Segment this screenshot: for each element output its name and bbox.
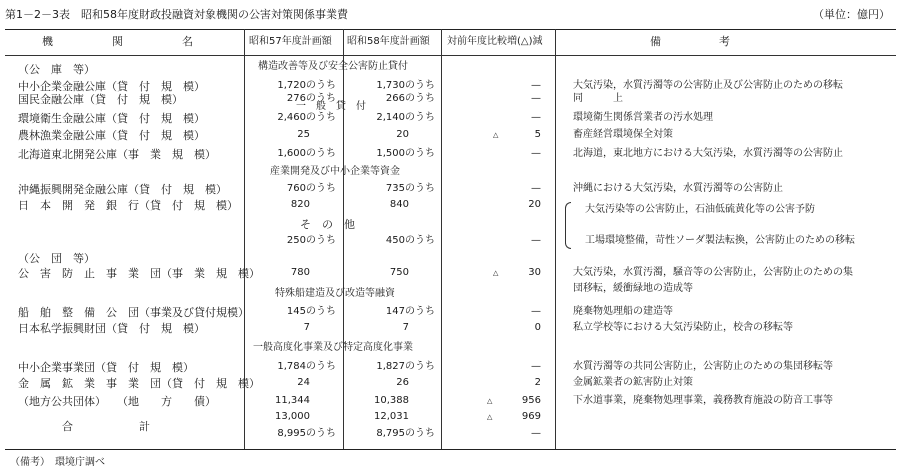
row-name: 北海道東北開発公庫（事 業 規 模）: [18, 148, 216, 161]
top-rule: [5, 29, 896, 30]
header-diff: 対前年度比較増(△)減: [447, 36, 543, 47]
total-s57-of: 8,995のうち: [277, 428, 336, 439]
row-note: 大気汚染，水質汚濁等の公害防止及び公害防止のための移転: [573, 80, 843, 91]
row-s58: 840: [389, 199, 409, 210]
row-name: 日 本 開 発 銀 行（貸 付 規 模）: [18, 199, 238, 212]
col-divider-2: [343, 29, 344, 449]
row-note: 北海道，東北地方における大気汚染，水質汚濁等の公害防止: [573, 148, 843, 159]
row-name: 沖縄振興開発金融公庫（貸 付 規 模）: [18, 183, 227, 196]
row-note: 金属鉱業者の鉱害防止対策: [573, 377, 693, 388]
row-diff: 2: [534, 377, 541, 388]
row-name: 船 舶 整 備 公 団（事業及び貸付規模）: [18, 306, 249, 319]
total-diff-of: —: [531, 428, 541, 439]
row-s58: 147のうち: [385, 306, 435, 317]
row-note: 環境衛生関係営業者の汚水処理: [573, 112, 713, 123]
row-note: 大気汚染等の公害防止，石油低硫黄化等の公害予防: [585, 204, 815, 215]
row-s58: 1,827のうち: [376, 361, 435, 372]
header-rule: [5, 55, 896, 56]
row-note: 大気汚染，水質汚濁，騒音等の公害防止，公害防止のための集: [573, 267, 853, 278]
row-note: 私立学校等における大気汚染防止，校舎の移転等: [573, 322, 793, 333]
row-note-cont: 団移転，緩衝緑地の造成等: [573, 283, 693, 294]
total-s57: 13,000: [275, 411, 310, 422]
row-diff: —: [531, 148, 541, 159]
row-diff: —: [531, 112, 541, 123]
row-s57: 145のうち: [286, 306, 336, 317]
row-diff: —: [531, 80, 541, 91]
row-note: 水質汚濁等の共同公害防止，公害防止のための集団移転等: [573, 361, 833, 372]
row-note: 廃棄物処理船の建造等: [573, 306, 673, 317]
decrease-triangle-icon: △: [493, 131, 499, 139]
row-name: 農林漁業金融公庫（貸 付 規 模）: [18, 129, 205, 142]
row-s57: 1,784のうち: [277, 361, 336, 372]
row-s58: 20: [396, 129, 409, 140]
total-label: 合 計: [62, 420, 150, 433]
row-name: 公 害 防 止 事 業 団（事 業 規 模）: [18, 267, 260, 280]
header-s57: 昭和57年度計画額: [249, 36, 332, 47]
row-s57: 760のうち: [286, 183, 336, 194]
row-note: 同 上: [573, 93, 623, 104]
bottom-rule: [5, 449, 896, 450]
row-diff: —: [531, 93, 541, 104]
row-s57: 820: [290, 199, 310, 210]
row-diff: 0: [534, 322, 541, 333]
category-5: 特殊船建造及び改造等融資: [275, 288, 395, 299]
row-name: 環境衛生金融公庫（貸 付 規 模）: [18, 112, 205, 125]
row-s58: 2,140のうち: [376, 112, 435, 123]
decrease-triangle-icon: △: [487, 413, 493, 421]
row-s57: 1,600のうち: [277, 148, 336, 159]
category-1: 構造改善等及び安全公害防止貸付: [258, 61, 408, 72]
row-diff: 956: [521, 395, 541, 406]
row-note: 沖縄における大気汚染，水質汚濁等の公害防止: [573, 183, 783, 194]
row-diff: 5: [534, 129, 541, 140]
row-name: （地方公共団体） （地 方 債）: [18, 395, 216, 408]
category-4: そ の 他: [300, 218, 355, 231]
row-diff: —: [531, 183, 541, 194]
row-note: 畜産経営環境保全対策: [573, 129, 673, 140]
row-s57: 780: [290, 267, 310, 278]
row-s58: 26: [396, 377, 409, 388]
col-divider-4: [555, 29, 556, 449]
row-note: 工場環境整備，苛性ソーダ製法転換，公害防止のための移転: [585, 235, 855, 246]
decrease-triangle-icon: △: [493, 269, 499, 277]
header-s58: 昭和58年度計画額: [347, 36, 430, 47]
row-s57: 1,720のうち: [277, 80, 336, 91]
total-diff: 969: [521, 411, 541, 422]
row-diff: —: [531, 235, 541, 246]
total-s58-of: 8,795のうち: [376, 428, 435, 439]
row-s57: 276のうち: [286, 93, 336, 104]
category-2: 一 般 貸 付: [296, 101, 366, 112]
col-divider-3: [441, 29, 442, 449]
row-s58: 1,500のうち: [376, 148, 435, 159]
row-name: 日本私学振興財団（貸 付 規 模）: [18, 322, 205, 335]
unit-label: （単位：億円）: [813, 8, 890, 21]
header-notes: 備 考: [650, 35, 742, 48]
row-s57: 24: [297, 377, 310, 388]
header-org: 機 関 名: [42, 35, 217, 48]
row-name: 国民金融公庫（貸 付 規 模）: [18, 93, 183, 106]
row-note: 下水道事業，廃棄物処理事業，義務教育施設の防音工事等: [573, 395, 833, 406]
decrease-triangle-icon: △: [487, 397, 493, 405]
row-name: 中小企業事業団（貸 付 規 模）: [18, 361, 194, 374]
total-s58: 12,031: [374, 411, 409, 422]
row-diff: 20: [528, 199, 541, 210]
category-3: 産業開発及び中小企業等資金: [270, 166, 400, 177]
row-s58: 7: [402, 322, 409, 333]
row-diff: 30: [528, 267, 541, 278]
row-s57: 7: [303, 322, 310, 333]
row-s58: 450のうち: [385, 235, 435, 246]
table-title: 第1－2－3表 昭和58年度財政投融資対象機関の公害対策関係事業費: [5, 8, 348, 21]
bracket: [565, 202, 571, 249]
group-koudan: （公 団 等）: [18, 252, 95, 265]
row-name: 金 属 鉱 業 事 業 団（貸 付 規 模）: [18, 377, 260, 390]
row-diff: —: [531, 306, 541, 317]
footnote: （備考） 環境庁調べ: [10, 457, 105, 468]
row-s57: 11,344: [275, 395, 310, 406]
row-s58: 1,730のうち: [376, 80, 435, 91]
row-name: 中小企業金融公庫（貸 付 規 模）: [18, 80, 205, 93]
row-s57: 25: [297, 129, 310, 140]
row-s57: 250のうち: [286, 235, 336, 246]
row-s58: 750: [389, 267, 409, 278]
row-s58: 266のうち: [385, 93, 435, 104]
row-s58: 10,388: [374, 395, 409, 406]
category-6: 一般高度化事業及び特定高度化事業: [253, 342, 413, 353]
row-diff: —: [531, 361, 541, 372]
row-s57: 2,460のうち: [277, 112, 336, 123]
group-kouko: （公 庫 等）: [18, 63, 95, 76]
row-s58: 735のうち: [385, 183, 435, 194]
